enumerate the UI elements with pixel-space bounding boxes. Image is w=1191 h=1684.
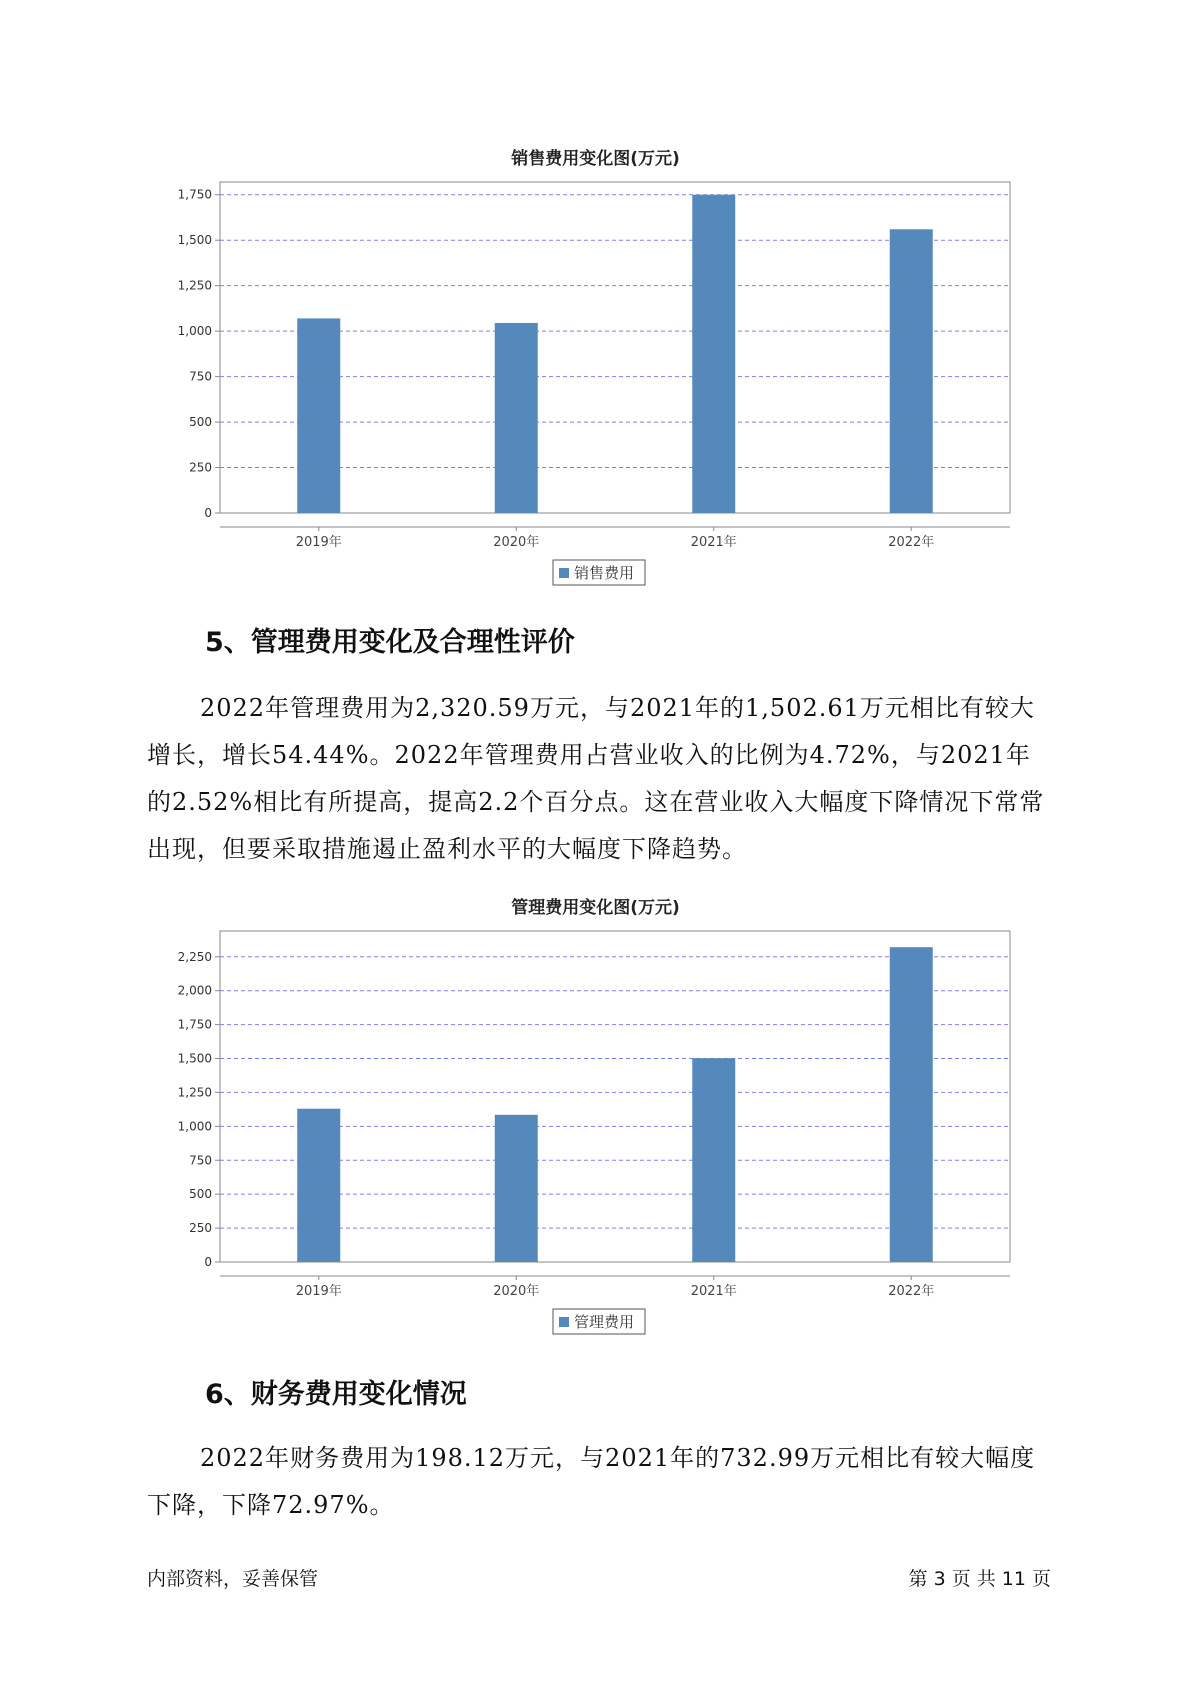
x-tick-label: 2022年 (888, 535, 935, 550)
y-tick-label: 1,000 (177, 1119, 212, 1134)
y-tick-label: 1,250 (177, 278, 212, 293)
y-tick-label: 2,000 (177, 983, 212, 998)
y-tick-label: 1,750 (177, 1017, 212, 1032)
y-tick-label: 1,250 (177, 1085, 212, 1100)
section-6-paragraph: 2022年财务费用为198.12万元，与2021年的732.99万元相比有较大幅度下降，下降72.97%。 (147, 1444, 1036, 1519)
bar (297, 318, 340, 513)
legend-swatch (559, 1317, 569, 1327)
admin-expense-chart (0, 914, 1191, 1331)
bar (495, 1115, 538, 1262)
section-5-paragraph: 2022年管理费用为2,320.59万元，与2021年的1,502.61万元相比有较大增长，增长54.44%。2022年管理费用占营业收入的比例为4.72%，与2021年的2.52%相比有所提高，提高2.2个百分点。这在营业收入大幅度下降情况下常常出现，但要采取措施遏止盈利水平的大幅度下降趋势。 (147, 694, 1045, 863)
bar (692, 195, 735, 513)
legend (553, 1309, 645, 1334)
y-tick-label: 1,500 (177, 1051, 212, 1066)
y-tick-label: 0 (204, 1255, 212, 1269)
section-5-heading: 5、管理费用变化及合理性评价 (205, 627, 575, 658)
section-6-heading: 6、财务费用变化情况 (205, 1379, 467, 1410)
chart2-title: 管理费用变化图(万元) (511, 898, 680, 918)
y-tick-label: 2,250 (177, 949, 212, 964)
y-tick-label: 1,750 (177, 187, 212, 202)
bar (495, 323, 538, 513)
y-tick-label: 1,500 (177, 233, 212, 248)
y-tick-label: 500 (189, 415, 212, 430)
y-tick-label: 500 (189, 1187, 212, 1202)
legend (553, 560, 645, 585)
footer-confidential: 内部资料，妥善保管 (147, 1568, 319, 1590)
x-tick-label: 2022年 (888, 1284, 935, 1299)
y-tick-label: 750 (189, 369, 212, 384)
legend-label: 管理费用 (574, 1313, 635, 1331)
x-tick-label: 2021年 (690, 1284, 737, 1299)
y-tick-label: 0 (204, 506, 212, 520)
sales-expense-chart (0, 165, 1191, 582)
y-tick-label: 1,000 (177, 324, 212, 339)
footer-page-number: 第 3 页 共 11 页 (908, 1568, 1051, 1590)
bar (692, 1058, 735, 1262)
legend-label: 销售费用 (574, 564, 635, 582)
chart1-title: 销售费用变化图(万元) (511, 149, 680, 169)
bar (890, 229, 933, 513)
x-tick-label: 2019年 (295, 535, 342, 550)
y-tick-label: 250 (189, 1221, 212, 1236)
x-tick-label: 2019年 (295, 1284, 342, 1299)
y-tick-label: 750 (189, 1153, 212, 1168)
bar (890, 947, 933, 1262)
x-tick-label: 2020年 (493, 535, 540, 550)
y-tick-label: 250 (189, 460, 212, 475)
legend-swatch (559, 568, 569, 578)
bar (297, 1109, 340, 1262)
x-tick-label: 2020年 (493, 1284, 540, 1299)
x-tick-label: 2021年 (690, 535, 737, 550)
